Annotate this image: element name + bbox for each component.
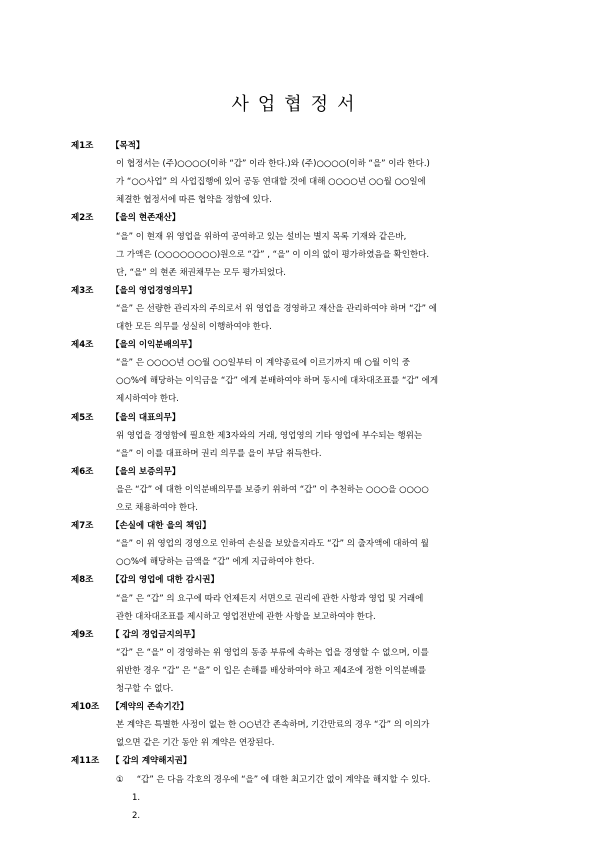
article-title: 【목적】 bbox=[111, 141, 145, 151]
article-number: 제7조 bbox=[71, 521, 94, 532]
article-heading bbox=[71, 142, 144, 151]
article-heading bbox=[71, 631, 200, 640]
article-text-line: “을” 은 선량한 관리자의 주의로서 위 영업을 경영하고 재산을 관리하여야 하며 “갑” 에 bbox=[116, 303, 438, 314]
article-text-line: “을” 이 현재 위 영업을 위하여 공여하고 있는 설비는 별지 목록 기재와 같은바, bbox=[116, 231, 407, 242]
clause-marker: ① bbox=[116, 774, 124, 785]
article-text-line: “을” 이 위 영업의 경영으로 인하여 손실을 보았을지라도 “갑” 의 출자액에 대하여 월 bbox=[116, 539, 429, 550]
article-number: 제3조 bbox=[71, 285, 94, 296]
article-text-line: 단, “을” 의 현존 채권채무는 모두 평가되었다. bbox=[116, 267, 287, 278]
article-number: 제10조 bbox=[71, 702, 100, 713]
article-heading bbox=[71, 468, 180, 477]
article-heading bbox=[71, 522, 211, 531]
article-text-line: 없으면 같은 기간 동안 위 계약은 연장된다. bbox=[116, 738, 275, 749]
article-title: 【갑의 영업에 대한 감시권】 bbox=[111, 575, 219, 586]
article-text-line: 위 영업을 경영함에 필요한 제3자와의 거래, 영업영의 기타 영업에 부수되는 행위는 bbox=[116, 430, 423, 441]
article-title: 【 갑의 경업금지의무】 bbox=[111, 629, 200, 640]
article-number: 제1조 bbox=[71, 141, 94, 151]
article-text-line: 제시하여야 한다. bbox=[116, 394, 179, 405]
article-text-line: 위반한 경우 “갑” 은 “을” 이 입은 손해를 배상하여야 하고 제4조에 정한 이익분배를 bbox=[116, 665, 426, 676]
article-number: 제9조 bbox=[71, 629, 94, 640]
sub-item: 2. bbox=[132, 810, 141, 821]
article-heading bbox=[71, 341, 197, 350]
article-text-line: “을” 이 이를 대표하며 권리 의무를 을이 부담 취득한다. bbox=[116, 448, 322, 459]
article-title: 【을의 현존재산】 bbox=[111, 213, 181, 224]
article-text-line: “갑” 은 “을” 이 경영하는 위 영업의 동종 부류에 속하는 업을 경영할 수 없으며, 이를 bbox=[116, 647, 429, 658]
article-text-line: 대한 모든 의무를 성실히 이행하여야 한다. bbox=[116, 322, 272, 332]
article-title: 【을의 대표의무】 bbox=[111, 412, 181, 423]
article-text-line: “을” 은 “갑” 의 요구에 따라 언제든지 서면으로 권리에 관한 사항과 영업 및 거래에 bbox=[116, 593, 424, 604]
document-title: 사업협정서 bbox=[231, 94, 364, 115]
article-text-line: 본 계약은 특별한 사정이 없는 한 ○○년간 존속하며, 기간만료의 경우 “갑” 의 이의가 bbox=[116, 720, 430, 731]
clause-text: “갑” 은 다음 각호의 경우에 “을” 에 대한 최고기간 없이 계약을 해지할 수 있다. bbox=[134, 774, 431, 785]
article-heading bbox=[71, 703, 188, 712]
article-text-line: 관한 대차대조표를 제시하고 영업전반에 관한 사항을 보고하여야 한다. bbox=[116, 611, 376, 622]
article-heading bbox=[71, 214, 180, 223]
article-text-line: 을은 “갑” 에 대한 이익분배의무를 보증키 위하여 “갑” 이 추천하는 ○○○을 ○○○○ bbox=[116, 484, 429, 495]
article-text-line: 으로 채용하여야 한다. bbox=[116, 503, 199, 513]
article-number: 제8조 bbox=[71, 575, 94, 586]
article-number: 제11조 bbox=[71, 756, 100, 767]
article-number: 제5조 bbox=[71, 412, 94, 423]
article-number: 제2조 bbox=[71, 213, 94, 224]
article-title: 【손실에 대한 을의 책임】 bbox=[111, 521, 211, 532]
article-text-line: ○○%에 해당하는 금액을 “갑” 에게 지급하여야 한다. bbox=[116, 557, 315, 568]
article-text-line: “을” 은 ○○○○년 ○○월 ○○일부터 이 계약종료에 이르기까지 매 ○월 이익 중 bbox=[116, 358, 411, 369]
article-title: 【을의 이익분배의무】 bbox=[111, 340, 197, 351]
clause-item bbox=[116, 776, 430, 785]
article-text-line: ○○%에 해당하는 이익금을 “갑” 에게 분배하여야 하며 동시에 대차대조표를 “갑” 에게 bbox=[116, 376, 439, 387]
article-heading bbox=[71, 414, 180, 423]
article-title: 【계약의 존속기간】 bbox=[111, 702, 189, 713]
article-text-line: 청구할 수 없다. bbox=[116, 684, 174, 694]
article-title: 【을의 보증의무】 bbox=[111, 466, 181, 477]
article-heading bbox=[71, 576, 219, 585]
article-number: 제4조 bbox=[71, 340, 94, 351]
article-heading bbox=[71, 757, 191, 766]
article-heading bbox=[71, 287, 197, 296]
article-text-line: 그 가액은 (○○○○○○○○)원으로 “갑” , “을” 이 이의 없이 평가하였음을 확인한다. bbox=[116, 249, 430, 260]
article-title: 【 갑의 계약해지권】 bbox=[111, 756, 192, 767]
article-text-line: 체결한 협정서에 따른 협약을 정함에 있다. bbox=[116, 195, 272, 206]
article-text-line: 가 “○○사업” 의 사업집행에 있어 공동 연대할 것에 대해 ○○○○년 ○○월 ○○일에 bbox=[116, 177, 426, 188]
article-title: 【을의 영업경영의무】 bbox=[111, 285, 197, 296]
article-text-line: 이 협정서는 (주)○○○○(이하 “갑” 이라 한다.)와 (주)○○○○(이하 “을” 이라 한다.) bbox=[116, 159, 430, 170]
sub-item: 1. bbox=[132, 792, 141, 803]
article-number: 제6조 bbox=[71, 466, 94, 477]
